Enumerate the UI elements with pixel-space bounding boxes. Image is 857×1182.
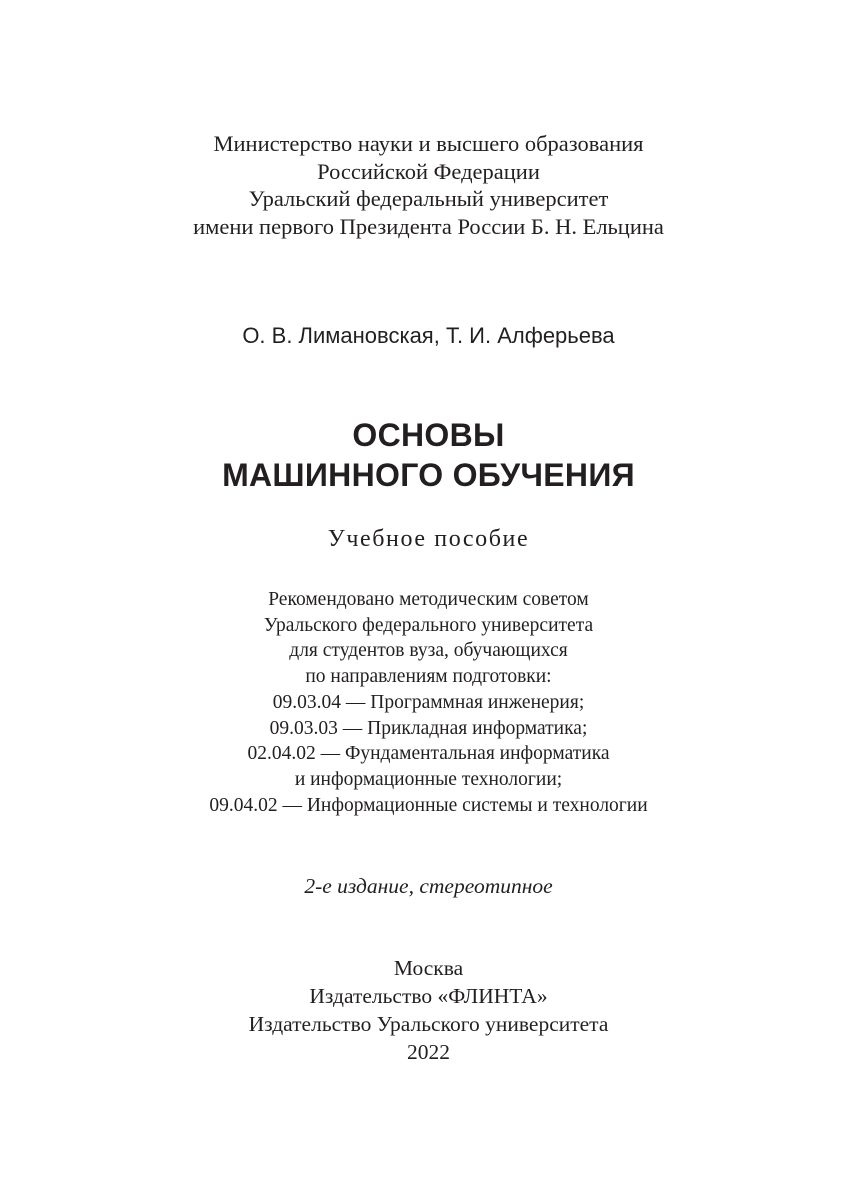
recommendation-line: и информационные технологии;	[294, 768, 563, 790]
imprint-year: 2022	[407, 1040, 450, 1064]
recommendation-line: Уральского федерального университета	[263, 614, 594, 636]
edition	[0, 873, 857, 899]
imprint-publisher: Издательство Уральского университета	[248, 1012, 609, 1036]
authors	[0, 322, 857, 350]
authors-line: О. В. Лимановская, Т. И. Алферьева	[242, 323, 615, 348]
recommendation-line: 09.03.03 — Прикладная информатика;	[269, 717, 588, 739]
recommendation-line: Рекомендовано методическим советом	[268, 589, 589, 610]
institution-line: Министерство науки и высшего образования	[213, 131, 644, 156]
institution-line: имени первого Президента России Б. Н. Ельцина	[193, 213, 664, 239]
imprint-publisher: Издательство «ФЛИНТА»	[309, 984, 548, 1008]
recommendation-line: для студентов вуза, обучающихся	[289, 640, 568, 662]
recommendation-block	[0, 587, 857, 818]
institution-line: Российской Федерации	[317, 158, 540, 184]
recommendation-line: по направлениям подготовки:	[305, 666, 552, 688]
book-subtitle	[0, 524, 857, 554]
title-line: МАШИННОГО ОБУЧЕНИЯ	[222, 457, 635, 493]
recommendation-line: 02.04.02 — Фундаментальная информатика	[247, 743, 610, 765]
subtitle-line: Учебное пособие	[327, 526, 530, 552]
recommendation-line: 09.03.04 — Программная инженерия;	[272, 691, 585, 713]
recommendation-line: 09.04.02 — Информационные системы и технологии	[209, 794, 648, 816]
imprint-city: Москва	[393, 956, 464, 980]
title-line: ОСНОВЫ	[352, 417, 505, 453]
institution-line: Уральский федеральный университет	[248, 186, 609, 211]
imprint-block	[0, 954, 857, 1066]
institution-block	[0, 130, 857, 240]
edition-line: 2-е издание, стереотипное	[304, 874, 553, 898]
book-title	[0, 415, 857, 495]
